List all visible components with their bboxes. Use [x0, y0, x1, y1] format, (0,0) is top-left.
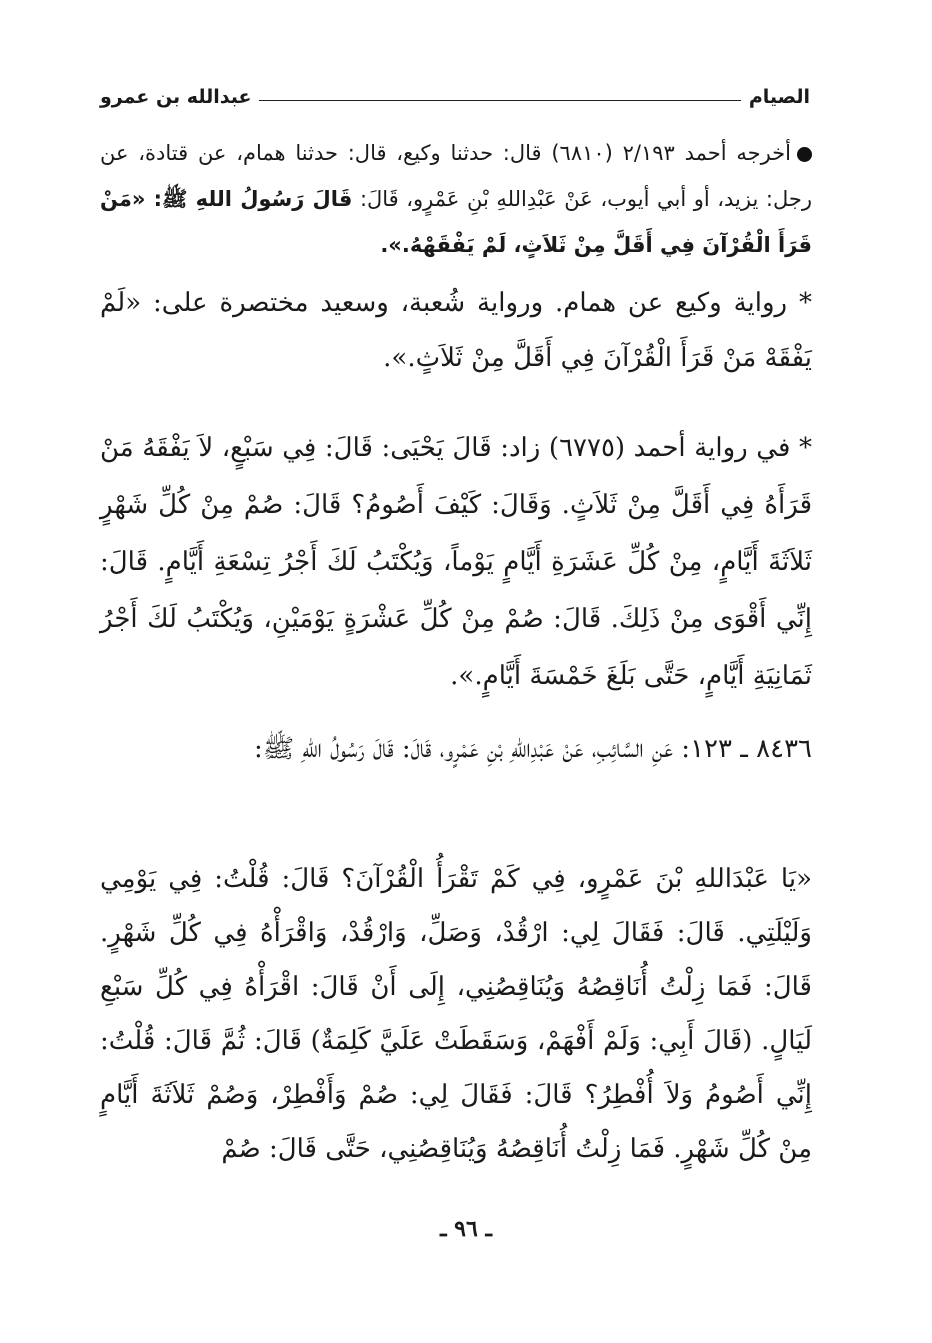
header-narrator-name: عبدالله بن عمرو — [100, 86, 252, 108]
narration-note-2-text: * في رواية أحمد (٦٧٧٥) زاد: قَالَ يَحْيَى: قَالَ: فِي سَبْعٍ، لاَ يَفْقَهُ مَنْ قَرَأَهُ فِي أَقَلَّ مِنْ ثَلاَثٍ. وَقَالَ: كَيْفَ أَصُومُ؟ قَالَ: صُمْ مِنْ كُلِّ شَهْرٍ ثَلاَثَةَ أَيَّامٍ، مِنْ كُلِّ عَشَرَةِ أَيَّامٍ يَوْماً، وَيُكْتَبُ لَكَ أَجْرُ تِسْعَةِ أَيَّامٍ. قَالَ: إِنِّي أَقْوَى مِنْ ذَلِكَ. قَالَ: صُمْ مِنْ كُلِّ عَشْرَةٍ يَوْمَيْنِ، وَيُكْتَبُ لَكَ أَجْرُ ثَمَانِيَةِ أَيَّامٍ، حَتَّى بَلَغَ خَمْسَةَ أَيَّامٍ.». — [100, 433, 812, 691]
takhrij-hadith-text: قَالَ رَسُولُ اللهِ ﷺ: «مَنْ قَرَأَ الْقُرْآنَ فِي أَقَلَّ مِنْ ثَلاَثٍ، لَمْ يَفْقَهْهُ.». — [100, 187, 812, 257]
narration-note-1-text: * رواية وكيع عن همام. ورواية شُعبة، وسعيد مختصرة على: «لَمْ يَفْقَهْ مَنْ قَرَأَ الْقُرْآنَ فِي أَقَلَّ مِنْ ثَلاَثٍ.». — [100, 288, 812, 373]
header-chapter-title: الصيام — [748, 86, 810, 108]
narration-note-1 — [100, 276, 812, 386]
bullet-icon — [797, 147, 812, 162]
narration-note-2 — [100, 420, 812, 705]
hadith-body-text: «يَا عَبْدَاللهِ بْنَ عَمْرٍو، فِي كَمْ تَقْرَأُ الْقُرْآنَ؟ قَالَ: قُلْتُ: فِي يَوْمِي وَلَيْلَتِي. قَالَ: فَقَالَ لِي: ارْقُدْ، وَصَلِّ، وَارْقُدْ، وَاقْرَأْهُ فِي كُلِّ شَهْرٍ. قَالَ: فَمَا زِلْتُ أُنَاقِصُهُ وَيُنَاقِصُنِي، إِلَى أَنْ قَالَ: اقْرَأْهُ فِي كُلِّ سَبْعِ لَيَالٍ. (قَالَ أَبِي: وَلَمْ أَفْهَمْ، وَسَقَطَتْ عَلَيَّ كَلِمَةٌ) قَالَ: ثُمَّ قَالَ: قُلْتُ: إِنِّي أَصُومُ وَلاَ أُفْطِرُ؟ قَالَ: فَقَالَ لِي: صُمْ وَأَفْطِرْ، وَصُمْ ثَلاَثَةَ أَيَّامٍ مِنْ كُلِّ شَهْرٍ. فَمَا زِلْتُ أُنَاقِصُهُ وَيُنَاقِصُنِي، حَتَّى قَالَ: صُمْ — [100, 864, 813, 1164]
hadith-heading — [100, 722, 812, 777]
hadith-heading-text: ٨٤٣٦ ـ ١٢٣: عَنِ السَّائِبِ، عَنْ عَبْدِاللهِ بْنِ عَمْرٍو، قَالَ: قَالَ رَسُولُ اللهِ ﷺ: — [253, 734, 812, 764]
header-rule — [259, 100, 740, 101]
running-header — [100, 78, 810, 108]
page-number: ـ ٩٦ ـ — [440, 1216, 492, 1242]
takhrij-text: أخرجه أحمد ٢/١٩٣ (٦٨١٠) قال: حدثنا وكيع، قال: حدثنا همام، عن قتادة، عن رجل: يزيد، أو أبي أيوب، عَنْ عَبْدِاللهِ بْنِ عَمْرٍو، قَالَ: — [100, 141, 812, 211]
takhrij-footnote — [100, 130, 812, 268]
hadith-body — [100, 852, 812, 1176]
